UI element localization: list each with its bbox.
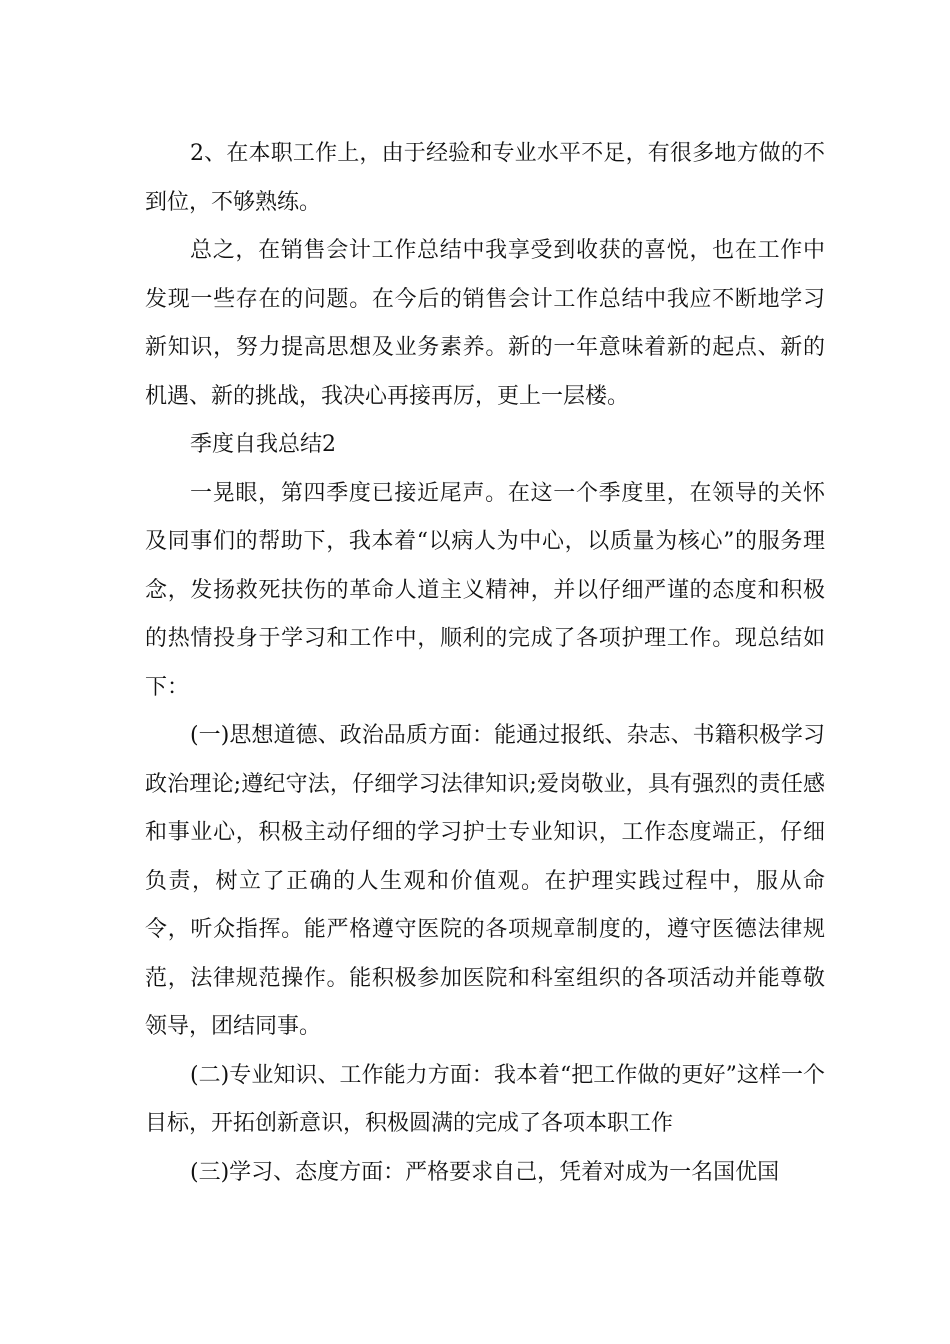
- section-heading-quarter-summary-2: 季度自我总结2: [190, 432, 336, 457]
- paragraph-work-shortcomings: 2、在本职工作上，由于经验和专业水平不足，有很多地方做的不到位，不够熟练。: [145, 141, 825, 215]
- document-body: [145, 130, 825, 1197]
- paragraph-morality-politics: (一)思想道德、政治品质方面：能通过报纸、杂志、书籍积极学习政治理论;遵纪守法，仔细学习法律知识;爱岗敬业，具有强烈的责任感和事业心，积极主动仔细的学习护士专业知识，工作态度端正，仔细负责，树立了正确的人生观和价值观。在护理实践过程中，服从命令，听众指挥。能严格遵守医院的各项规章制度的，遵守医德法律规范，法律规范操作。能积极参加医院和科室组织的各项活动并能尊敬领导，团结同事。: [145, 723, 825, 1039]
- paragraph-professional-ability: (二)专业知识、工作能力方面：我本着“把工作做的更好”这样一个目标，开拓创新意识，积极圆满的完成了各项本职工作: [145, 1062, 825, 1136]
- paragraph-study-attitude: (三)学习、态度方面：严格要求自己，凭着对成为一名国优国: [190, 1159, 780, 1185]
- paragraph-conclusion: 总之，在销售会计工作总结中我享受到收获的喜悦，也在工作中发现一些存在的问题。在今后的销售会计工作总结中我应不断地学习新知识，努力提高思想及业务素养。新的一年意味着新的起点、新的机遇、新的挑战，我决心再接再厉，更上一层楼。: [145, 238, 825, 409]
- paragraph-quarter-intro: 一晃眼，第四季度已接近尾声。在这一个季度里，在领导的关怀及同事们的帮助下，我本着“以病人为中心，以质量为核心”的服务理念，发扬救死扶伤的革命人道主义精神，并以仔细严谨的态度和积极的热情投身于学习和工作中，顺利的完成了各项护理工作。现总结如下：: [145, 480, 825, 700]
